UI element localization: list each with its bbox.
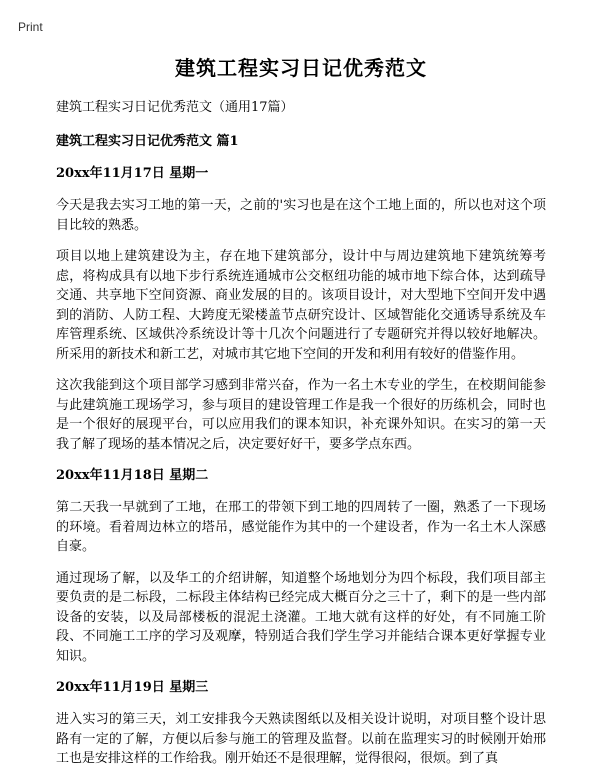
document-subtitle: 建筑工程实习日记优秀范文（通用17篇）	[56, 100, 294, 115]
document-page	[56, 44, 546, 769]
entry-date: 20xx年11月19日 星期三	[56, 680, 209, 695]
entry-paragraph: 第二天我一早就到了工地，在邢工的带领下到工地的四周转了一圈，熟悉了一下现场的环境。看着周边林立的塔吊，感觉能作为其中的一个建设者，作为一名土木人深感自豪。	[56, 500, 546, 554]
entry-date: 20xx年11月18日 星期二	[56, 468, 209, 483]
entry-paragraph: 这次我能到这个项目部学习感到非常兴奋，作为一名土木专业的学生，在校期间能参与此建筑施工现场学习，参与项目的建设管理工作是我一个很好的历练机会，同时也是一个很好的展现平台，可以应用我们的课本知识，补充课外知识。在实习的第一天我了解了现场的基本情况之后，决定要好好干，要多学点东西。	[56, 378, 546, 452]
document-title: 建筑工程实习日记优秀范文	[175, 56, 427, 80]
section-heading: 建筑工程实习日记优秀范文 篇1	[56, 134, 239, 149]
print-link[interactable]: Print	[18, 20, 43, 34]
entry-paragraph: 进入实习的第三天，刘工安排我今天熟读图纸以及相关设计说明，对项目整个设计思路有一定的了解，方便以后参与施工的管理及监督。以前在监理实习的时候刚开始邢工也是安排这样的工作给我。刚开始还不是很理解，觉得很闷，很烦。到了真	[56, 712, 546, 766]
entry-paragraph: 今天是我去实习工地的第一天，之前的'实习也是在这个工地上面的，所以也对这个项目比较的熟悉。	[56, 198, 546, 233]
entry-date: 20xx年11月17日 星期一	[56, 166, 209, 181]
entry-paragraph: 项目以地上建筑建设为主，存在地下建筑部分，设计中与周边建筑地下建筑统筹考虑，将构成具有以地下步行系统连通城市公交枢纽功能的城市地下综合体，达到疏导交通、共享地下空间资源、商业发展的目的。该项目设计，对大型地下空间开发中遇到的消防、人防工程、大跨度无梁楼盖节点研究设计、区域智能化交通诱导系统及车库管理系统、区域供冷系统设计等十几次个问题进行了专题研究并得以较好地解决。所采用的新技术和新工艺，对城市其它地下空间的开发和利用有较好的借鉴作用。	[56, 249, 546, 362]
entry-paragraph: 通过现场了解，以及华工的介绍讲解，知道整个场地划分为四个标段，我们项目部主要负责的是二标段，二标段主体结构已经完成大概百分之三十了，剩下的是一些内部设备的安装，以及局部楼板的混泥土浇灌。工地大就有这样的好处，有不同施工阶段、不同施工工序的学习及观摩，特别适合我们学生学习并能结合课本更好掌握专业知识。	[56, 570, 546, 664]
